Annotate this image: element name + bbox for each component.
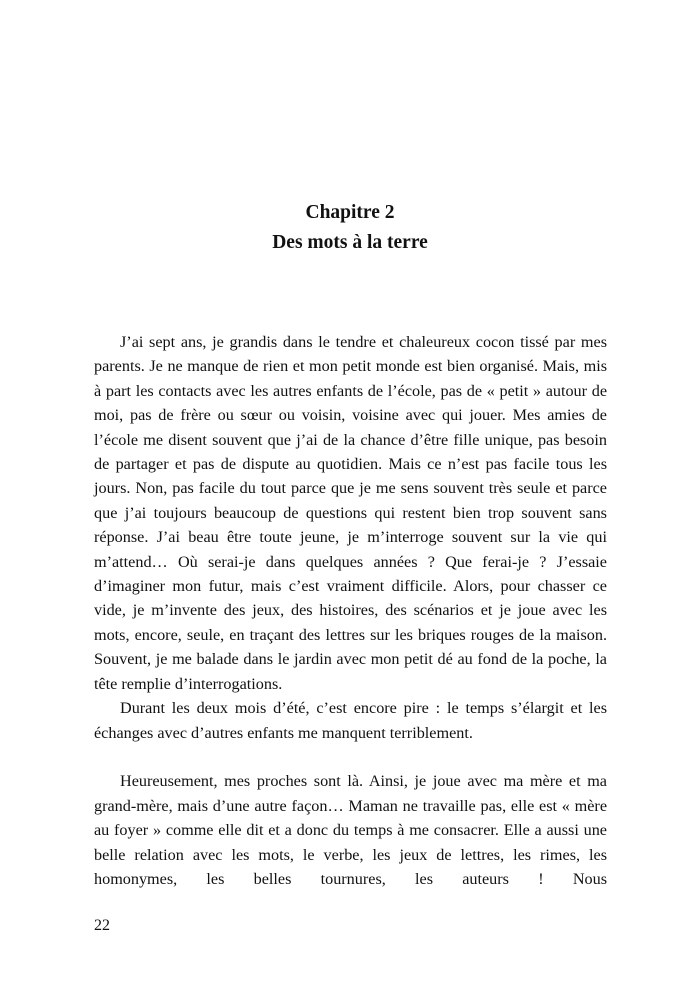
- chapter-title: Des mots à la terre: [272, 232, 428, 253]
- chapter-number: Chapitre 2: [305, 202, 395, 223]
- paragraph-1: J’ai sept ans, je grandis dans le tendre et chaleureux cocon tissé par mes parents. Je ne manque de rien et mon petit monde est bien organisé. Mais, mis à part les contacts avec les autres enfants de l’école, pas de « petit » autour de moi, pas de frère ou sœur ou voisin, voisine avec qui jouer. Mes amies de l’école me disent souvent que j’ai de la chance d’être fille unique, pas besoin de partager et pas de dispute au quotidien. Mais ce n’est pas facile tous les jours. Non, pas facile du tout parce que je me sens souvent très seule et parce que j’ai toujours beaucoup de questions qui restent bien trop souvent sans réponse. J’ai beau être toute jeune, je m’interroge souvent sur la vie qui m’attend… Où serai-je dans quelques années ? Que ferai-je ? J’essaie d’imaginer mon futur, mais c’est vraiment difficile. Alors, pour chasser ce vide, je m’invente des jeux, des histoires, des scénarios et je joue avec les mots, encore, seule, en traçant des lettres sur les briques rouges de la maison. Souvent, je me balade dans le jardin avec mon petit dé au fond de la poche, la tête remplie d’interrogations.: [94, 333, 607, 693]
- chapter-heading: [0, 198, 700, 258]
- paragraph-3: Heureusement, mes proches sont là. Ainsi, je joue avec ma mère et ma grand-mère, mais d’une autre façon… Maman ne travaille pas, elle est « mère au foyer » comme elle dit et a donc du temps à me consacrer. Elle a aussi une belle relation avec les mots, le verbe, les jeux de lettres, les rimes, les homonymes, les belles tournures, les auteurs ! Nous: [94, 772, 607, 888]
- body-text: [94, 330, 607, 891]
- page-number: 22: [94, 917, 110, 934]
- paragraph-2: Durant les deux mois d’été, c’est encore pire : le temps s’élargit et les échanges avec d’autres enfants me manquent terriblement.: [94, 699, 607, 742]
